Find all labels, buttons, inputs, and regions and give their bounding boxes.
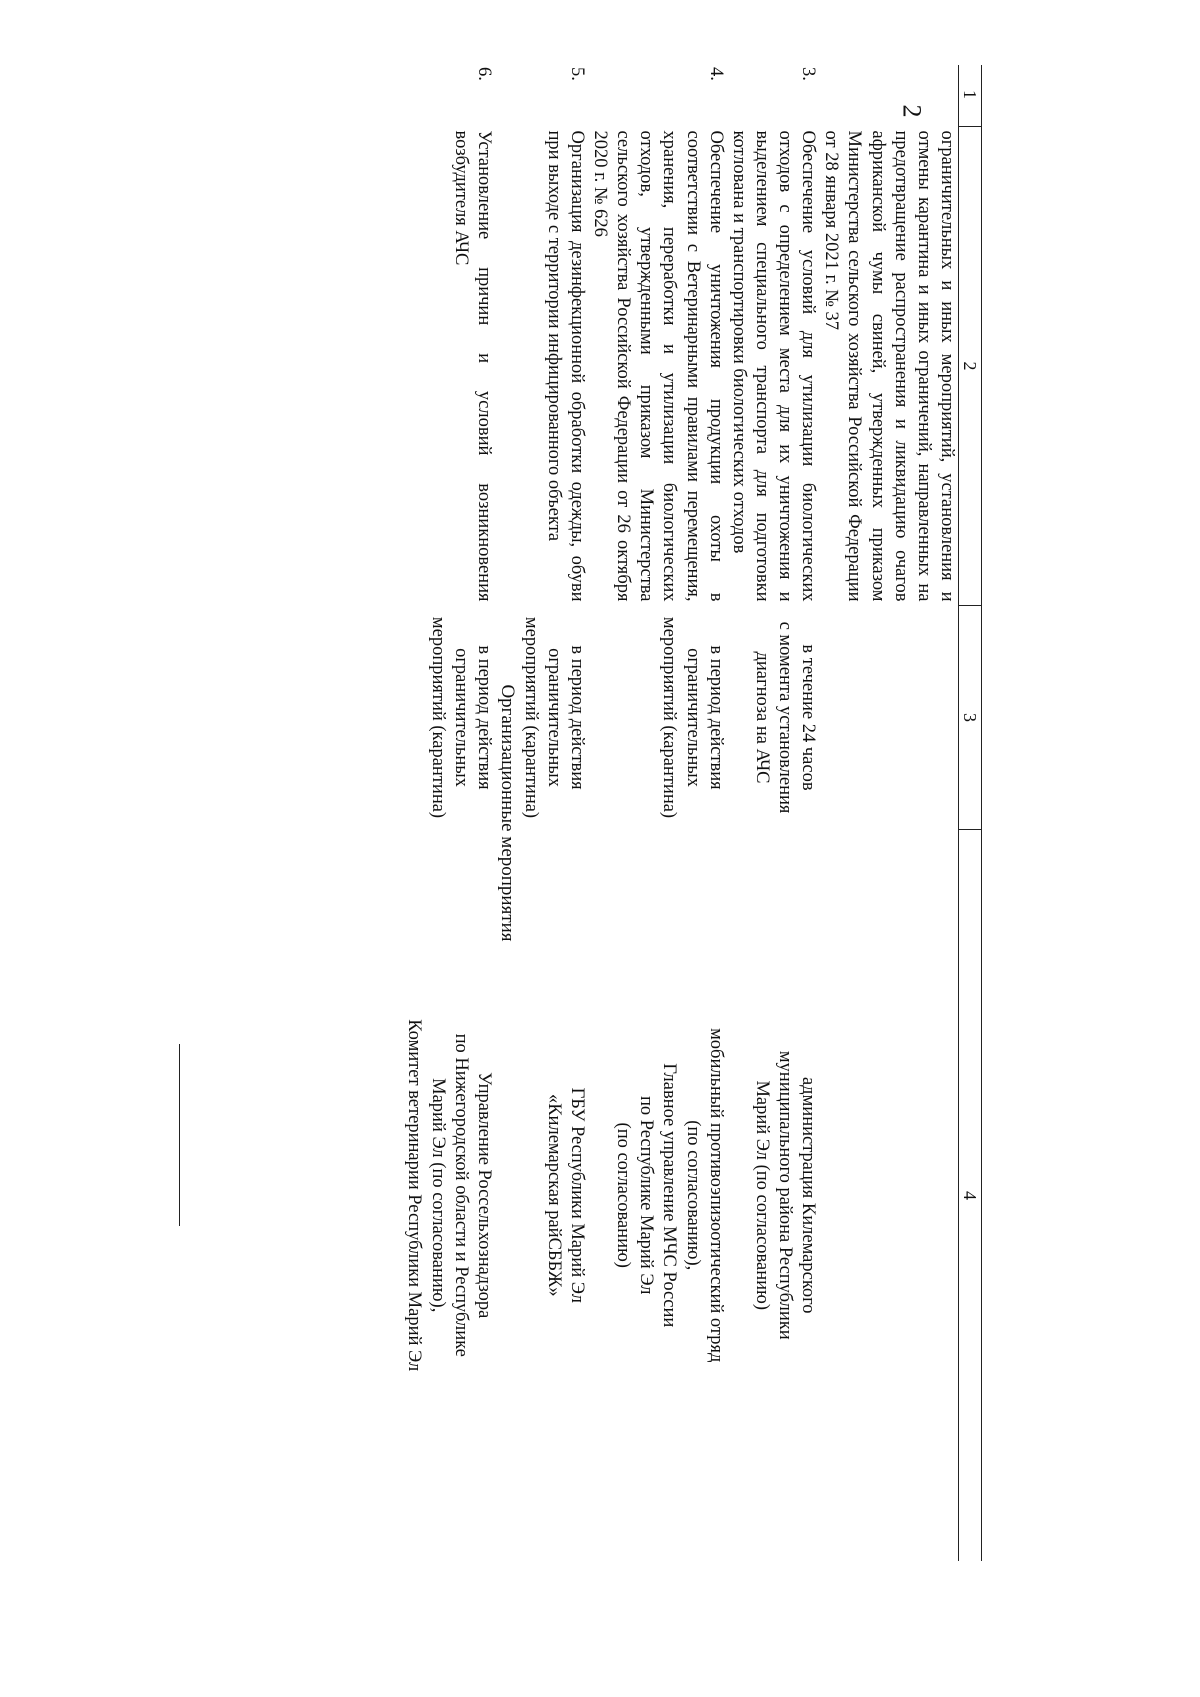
section-title: Организационные мероприятия <box>496 684 518 942</box>
column-header-3: 3 <box>959 606 982 830</box>
row-number: 6. <box>473 67 494 81</box>
row-description: Обеспечение уничтожения продукции охоты в соответствии с Ветеринарными правилами перемещения, хранения, переработки и утилизации биологических отходов, утвержденными приказом Министерства сельского хозяйства Российской Федерации от 26 октября 2020 г. № 626 <box>590 130 726 602</box>
row-responsible: администрация Килемарского муниципального района Республики Марий Эл (по согласованию) <box>752 1050 819 1340</box>
column-header-4: 4 <box>959 830 982 1562</box>
page-number: 2 <box>897 104 927 118</box>
row-term: в период действия ограничительных мероприятий (карантина) <box>520 616 587 819</box>
row-description: ограничительных и иных мероприятий, установления и отмены карантина и иных ограничений, направленных на предотвращение распространения и ликвидацию очагов африканской чумы свиней, утвержденных приказом Министерства сельского хозяйства Российской Федерации от 28 января 2021 г. № 37 <box>821 130 957 602</box>
row-responsible: Управление Россельхознадзора по Нижегородской области и Республике Марий Эл (по согласованию), Комитет ветеринарии Республики Марий Эл <box>404 1019 494 1372</box>
table-row <box>588 65 727 1561</box>
row-responsible: ГБУ Республики Марий Эл «Килемарская райСББЖ» <box>543 1087 587 1303</box>
row-number: 5. <box>567 67 587 81</box>
column-header-2: 2 <box>959 127 982 606</box>
row-term: в течение 24 часов с момента установления диагноза на АЧС <box>752 621 819 814</box>
row-description: Обеспечение условий для утилизации биологических отходов с определением места для их уничтожения и выделением специального транспорта для подготовки котлована и транспортировки биологических отходов <box>728 130 819 602</box>
row-number: 4. <box>705 67 726 81</box>
section-heading-row <box>495 65 519 1561</box>
row-description: Установление причин и условий возникновения возбудителя АЧС <box>450 130 494 602</box>
closing-rule <box>179 1044 180 1226</box>
table-header-row <box>959 65 982 1561</box>
table-row <box>402 65 495 1561</box>
column-header-1: 1 <box>959 65 982 127</box>
table-row <box>727 65 820 1561</box>
row-term: в период действия ограничительных мероприятий (карантина) <box>427 616 494 819</box>
row-term: в период действия ограничительных мероприятий (карантина) <box>659 616 726 819</box>
row-responsible: мобильный противоэпизоотический отряд (по согласованию), Главное управление МЧС России по Республике Марий Эл (по согласованию) <box>613 1028 726 1363</box>
table-row-continuation <box>819 65 958 1561</box>
table-row <box>519 65 588 1561</box>
measures-table <box>402 65 982 1561</box>
row-number: 3. <box>798 67 819 81</box>
row-description: Организация дезинфекционной обработки одежды, обуви при выходе с территории инфицированного объекта <box>543 130 587 602</box>
